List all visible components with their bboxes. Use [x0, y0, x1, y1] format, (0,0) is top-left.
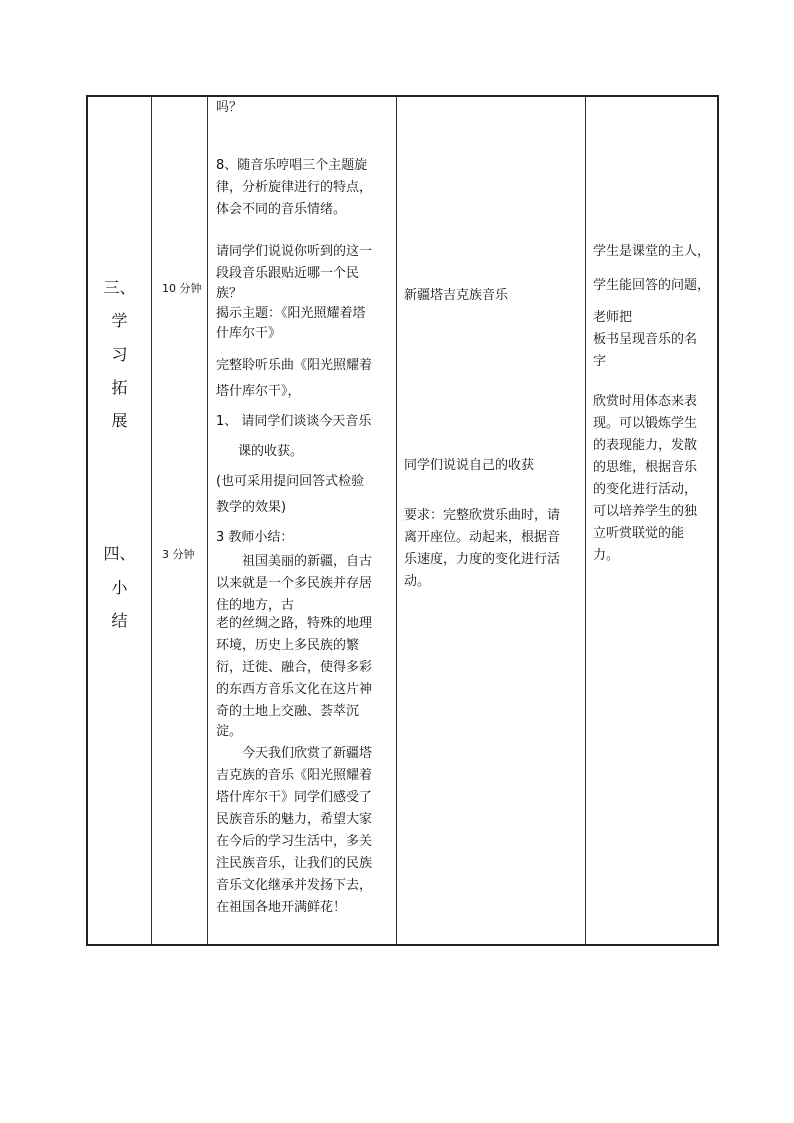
stage-4-time: 3 分钟 [162, 548, 195, 561]
teacher-line: 体会不同的音乐情绪。 [216, 202, 347, 217]
stage-char: 四、 [103, 544, 136, 563]
teacher-line: 1、 请同学们谈谈今天音乐 [216, 414, 372, 429]
teacher-line: 族？ [216, 286, 243, 301]
teacher-line: 揭示主题：《阳光照耀着塔 [216, 306, 366, 321]
teacher-line: 音乐文化继承并发扬下去， [216, 878, 373, 893]
teacher-line: 今天我们欣赏了新疆塔 [242, 746, 373, 761]
teacher-line: 吉克族的音乐《阳光照耀着 [216, 768, 373, 783]
intent-line: 力。 [593, 548, 620, 563]
intent-line: 的表现能力，发散 [593, 438, 698, 453]
stage-char: 学 [111, 311, 128, 330]
teacher-line: (也可采用提问回答式检验 [216, 474, 365, 489]
teacher-line: 吗？ [216, 100, 243, 115]
teacher-line: 律，分析旋律进行的特点， [216, 180, 373, 195]
stage-char: 展 [111, 411, 128, 430]
intent-line: 的思维，根据音乐 [593, 460, 698, 475]
teacher-line: 在祖国各地开满鲜花！ [216, 900, 347, 915]
teacher-line: 塔什库尔干》， [216, 384, 301, 399]
column-divider [151, 97, 152, 944]
teacher-line: 以来就是一个多民族并存居 [216, 576, 373, 591]
teacher-line: 注民族音乐，让我们的民族 [216, 856, 373, 871]
teacher-line: 老的丝绸之路，特殊的地理 [216, 616, 373, 631]
stage-3-time: 10 分钟 [162, 282, 202, 295]
student-line: 要求：完整欣赏乐曲时，请 [404, 508, 561, 523]
intent-line: 板书呈现音乐的名 [593, 332, 698, 347]
student-line: 离开座位。动起来，根据音 [404, 530, 561, 545]
teacher-line: 奇的土地上交融、荟萃沉 [216, 704, 360, 719]
teacher-line: 请同学们说说你听到的这一 [216, 244, 373, 259]
intent-line: 的变化进行活动， [593, 482, 698, 497]
teacher-line: 教学的效果) [216, 500, 287, 515]
teacher-line: 在今后的学习生活中，多关 [216, 834, 373, 849]
teacher-line: 祖国美丽的新疆，自古 [242, 554, 373, 569]
stage-char: 三、 [103, 278, 136, 297]
student-line: 新疆塔吉克族音乐 [404, 288, 509, 303]
intent-line: 立听赏联觉的能 [593, 526, 685, 541]
teacher-line: 衍，迁徙、融合，使得多彩 [216, 660, 373, 675]
teacher-line: 环境，历史上多民族的繁 [216, 638, 360, 653]
stage-char: 结 [111, 611, 128, 630]
intent-line: 可以培养学生的独 [593, 504, 698, 519]
stage-char: 小 [111, 578, 128, 597]
intent-line: 学生是课堂的主人， [593, 244, 711, 259]
student-line: 同学们说说自己的收获 [404, 458, 535, 473]
column-divider [207, 97, 208, 944]
teacher-line: 3 教师小结： [216, 530, 294, 545]
column-divider [396, 97, 397, 944]
intent-line: 欣赏时用体态来表 [593, 394, 698, 409]
stage-char: 拓 [111, 378, 128, 397]
teacher-line: 住的地方，古 [216, 598, 295, 613]
intent-line: 老师把 [593, 310, 633, 325]
column-divider [585, 97, 586, 944]
intent-line: 现。可以锻炼学生 [593, 416, 698, 431]
intent-line: 学生能回答的问题， [593, 278, 711, 293]
teacher-line: 淀。 [216, 724, 243, 739]
student-line: 动。 [404, 574, 431, 589]
teacher-line: 完整聆听乐曲《阳光照耀着 [216, 358, 373, 373]
teacher-line: 的东西方音乐文化在这片神 [216, 682, 373, 697]
teacher-line: 课的收获。 [238, 444, 304, 459]
teacher-line: 8、随音乐哼唱三个主题旋 [216, 158, 368, 173]
teacher-line: 段段音乐跟贴近哪一个民 [216, 266, 360, 281]
teacher-line: 民族音乐的魅力，希望大家 [216, 812, 373, 827]
student-line: 乐速度，力度的变化进行活 [404, 552, 561, 567]
stage-char: 习 [111, 345, 128, 364]
teacher-line: 什库尔干》 [216, 326, 282, 341]
intent-line: 字 [593, 354, 607, 369]
teacher-line: 塔什库尔干》同学们感受了 [216, 790, 373, 805]
lesson-plan-table [86, 95, 719, 946]
